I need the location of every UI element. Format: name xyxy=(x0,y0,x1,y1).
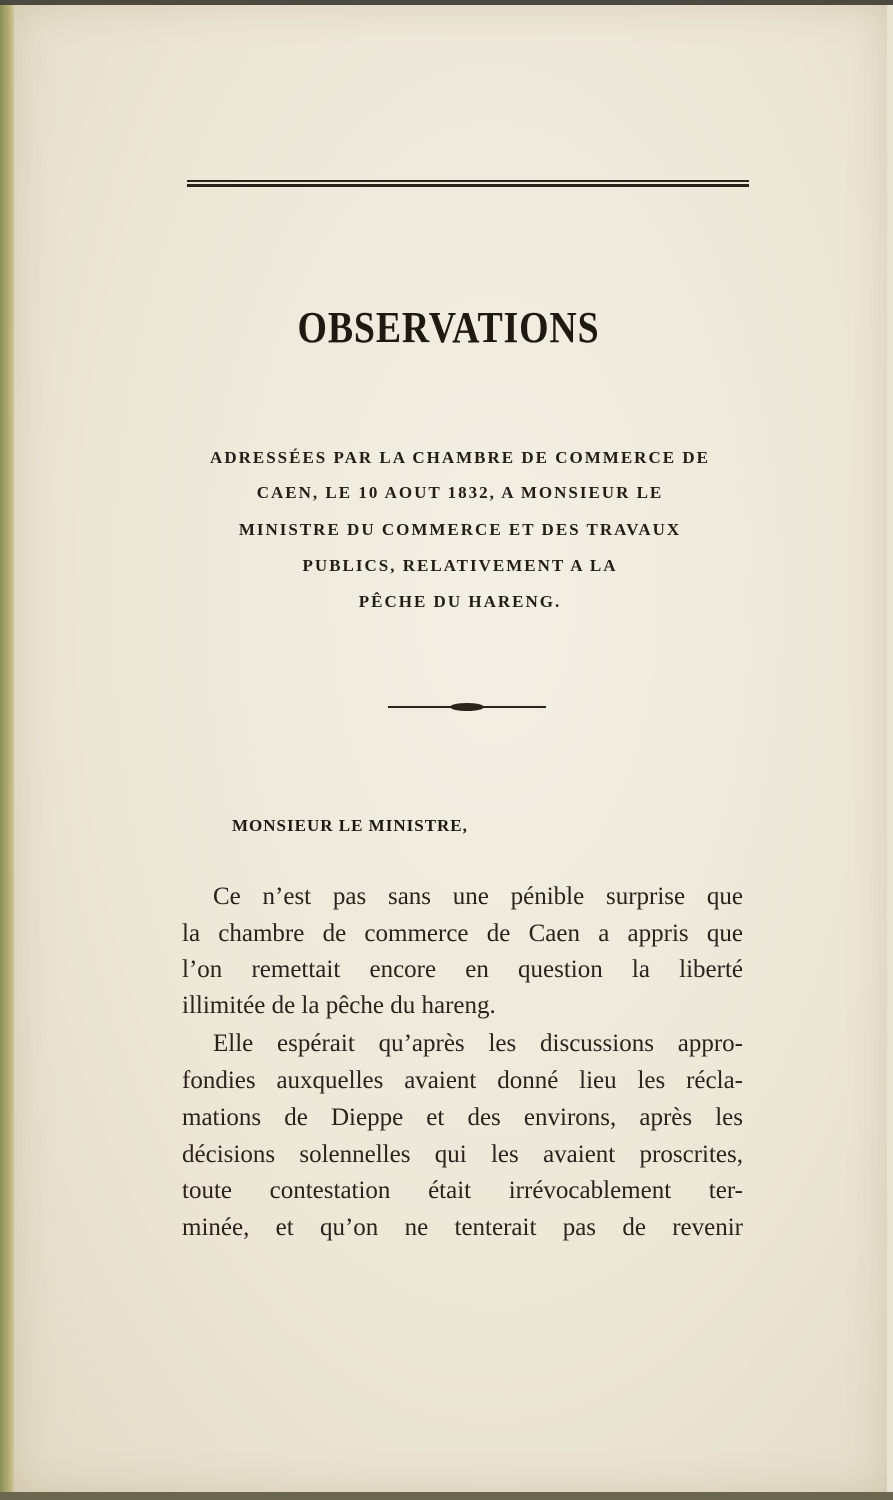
body-text-line: toute contestation était irrévocablement ter- xyxy=(182,1177,743,1204)
body-text-line: Elle espérait qu’après les discussions appro- xyxy=(213,1030,743,1057)
ornament-center xyxy=(450,703,484,711)
subtitle-line: ADRESSÉES PAR LA CHAMBRE DE COMMERCE DE xyxy=(210,448,710,467)
paper-top-edge xyxy=(0,0,893,5)
document-page xyxy=(14,4,887,1494)
body-text-line: Ce n’est pas sans une pénible surprise que xyxy=(213,883,743,910)
body-text-line: fondies auxquelles avaient donné lieu les récla- xyxy=(182,1067,743,1094)
rule-thin-line xyxy=(187,180,749,182)
body-text-line: illimitée de la pêche du hareng. xyxy=(182,992,496,1019)
body-text-line: l’on remettait encore en question la liberté xyxy=(182,956,743,983)
document-title: OBSERVATIONS xyxy=(297,303,600,352)
body-text-line: la chambre de commerce de Caen a appris que xyxy=(182,920,743,947)
subtitle-line: PÊCHE DU HARENG. xyxy=(358,592,562,611)
double-rule-divider xyxy=(187,180,749,188)
salutation: MONSIEUR LE MINISTRE, xyxy=(232,816,468,835)
body-text-line: décisions solennelles qui les avaient proscrites, xyxy=(182,1141,743,1168)
paper-bottom-edge xyxy=(0,1492,893,1500)
subtitle-line: MINISTRE DU COMMERCE ET DES TRAVAUX xyxy=(238,520,682,539)
body-text-line: mations de Dieppe et des environs, après les xyxy=(182,1104,743,1131)
subtitle-line: PUBLICS, RELATIVEMENT A LA xyxy=(302,556,618,575)
body-text-line: minée, et qu’on ne tenterait pas de revenir xyxy=(182,1214,743,1241)
ornamental-divider xyxy=(388,703,546,711)
subtitle-line: CAEN, LE 10 AOUT 1832, A MONSIEUR LE xyxy=(256,483,664,502)
rule-thick-line xyxy=(187,184,749,187)
